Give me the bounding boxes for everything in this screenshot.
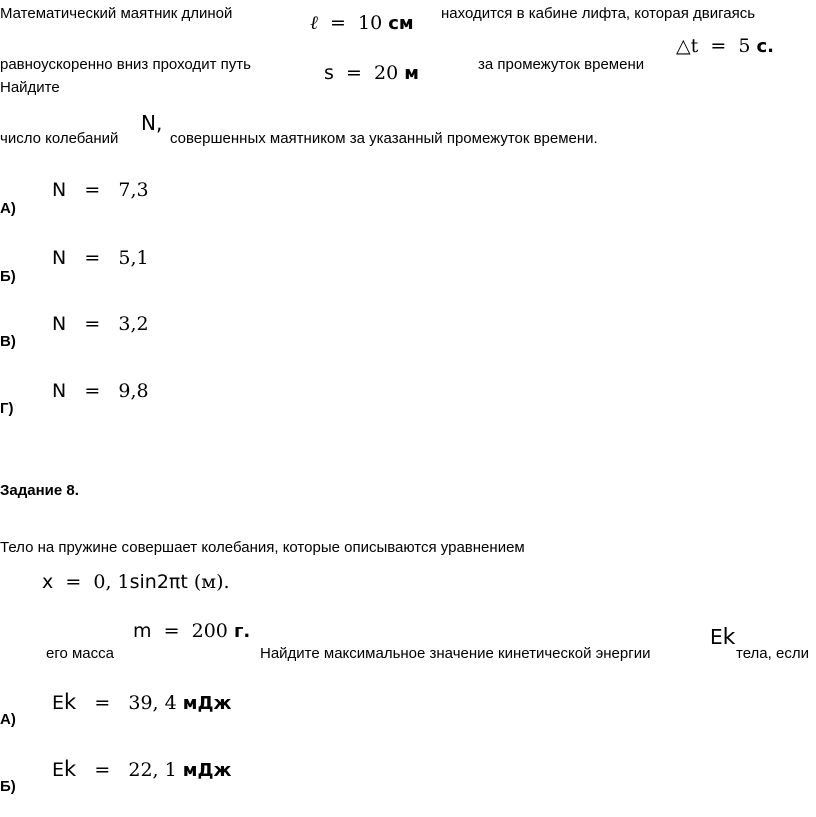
task7-text-line2b: за промежуток времени [478, 56, 645, 73]
task8-option-b-formula: Ek = 22, 1 мДж [52, 757, 232, 781]
task7-text-line1b: находится в кабине лифта, которая двигаясь [441, 5, 756, 22]
option-a-formula: N = 7,3 [52, 179, 149, 201]
task8-text-line1: Тело на пружине совершает колебания, которые описываются уравнением [0, 539, 525, 556]
task8-text-line2-end: тела, если [736, 645, 809, 662]
option-c-label: В) [0, 333, 16, 350]
task8-text-line2: Найдите максимальное значение кинетической энергии [260, 645, 651, 662]
task7-text-line4a: число колебаний [0, 130, 119, 147]
task7-text-line2a: равноускоренно вниз проходит путь [0, 56, 251, 73]
option-b-label: Б) [0, 268, 16, 285]
formula-N: N, [141, 111, 163, 135]
option-d-label: Г) [0, 400, 14, 417]
task7-text-line4b: совершенных маятником за указанный промежуток времени. [170, 130, 598, 147]
formula-mass: m = 200 г. [133, 620, 251, 642]
option-c-formula: N = 3,2 [52, 313, 149, 335]
option-a-label: А) [0, 200, 16, 217]
task7-text-line3: Найдите [0, 79, 60, 96]
option-b-formula: N = 5,1 [52, 247, 149, 269]
formula-ek-symbol: Ek [710, 625, 736, 650]
task8-mass-label: его масса [46, 645, 114, 662]
task7-text-line1a: Математический маятник длиной [0, 5, 233, 22]
task8-option-a-formula: Ek = 39, 4 мДж [52, 690, 232, 714]
formula-oscillation: x = 0, 1sin2πt (м). [42, 571, 230, 593]
formula-delta-t: △t = 5 с. [676, 35, 775, 57]
task8-option-a-label: А) [0, 711, 16, 728]
task8-option-b-label: Б) [0, 778, 16, 795]
task8-heading: Задание 8. [0, 482, 79, 499]
formula-path: s = 20 м [324, 62, 419, 84]
option-d-formula: N = 9,8 [52, 380, 149, 402]
formula-length: ℓ = 10 см [310, 12, 414, 34]
